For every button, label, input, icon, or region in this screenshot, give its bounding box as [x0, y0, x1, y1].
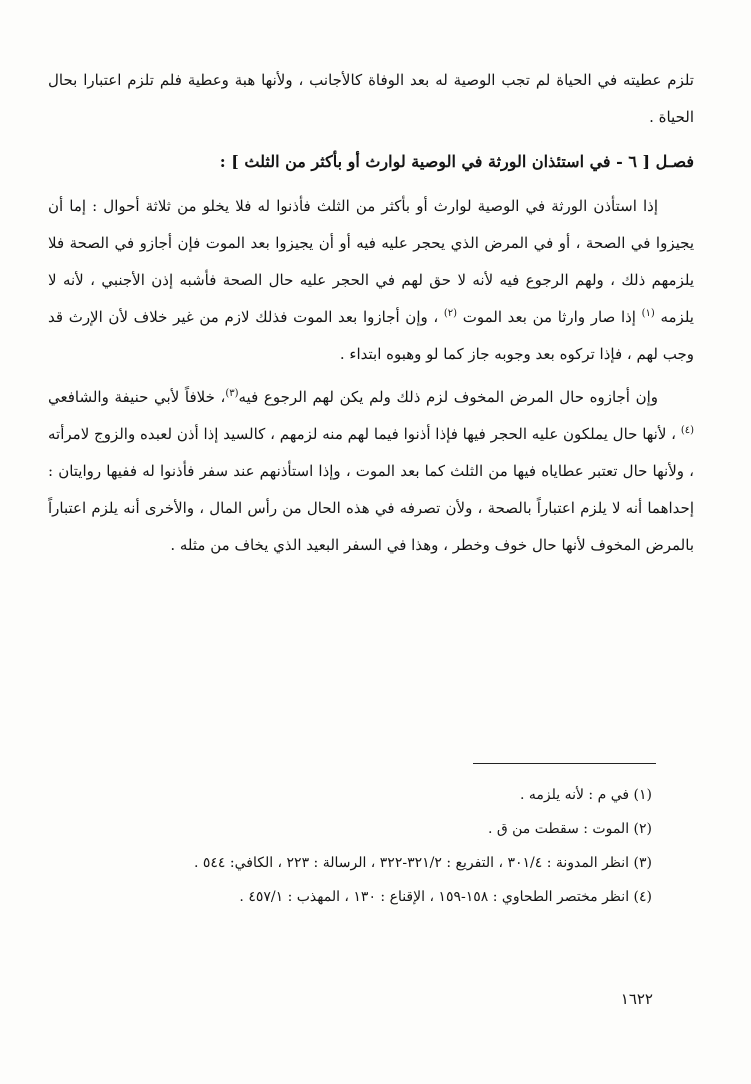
footnote-ref-1[interactable]: (١): [641, 308, 655, 319]
footnote-3: (٣) انظر المدونة : ٣٠١/٤ ، التفريع : ٣٢١/٢-٣٢٢ ، الرسالة : ٢٢٣ ، الكافي: ٥٤٤ .: [193, 855, 652, 871]
paragraph-second-case: [48, 379, 694, 564]
paragraph-text: ، وإن أجازوا بعد الموت فذلك لازم من غير خلاف لأن الإرث قد وجب لهم ، فإذا تركوه بعد وجوبه جاز كما لو وهبوه ابتداء .: [48, 308, 694, 363]
footnote-1: (١) في م : لأنه يلزمه .: [519, 787, 652, 803]
section-label: فصـل: [655, 152, 694, 171]
section-title: [ ٦ - في استئذان الورثة في الوصية لوارث أو بأكثر من الثلث ] :: [219, 152, 651, 171]
footnote-separator: [473, 763, 656, 764]
footnotes: [48, 778, 652, 914]
paragraph-text: إذا استأذن الورثة في الوصية لوارث أو بأكثر من الثلث فأذنوا له فلا يخلو من ثلاثة أحوال : إما أن يجيزوا في الصحة ، أو في المرض الذي يحجر عليه فيه أو أن يجيزوا بعد الموت فإن أجازو في الصحة فلا يلزمهم ذلك ، ولهم الرجوع فيه لأنه لا حق لهم في الحجر عليه حال الصحة فأشبه إذن الأجنبي ، لأنه لا يلزمه: [48, 197, 694, 326]
paragraph-text: ، لأنها حال يملكون عليه الحجر فيها فإذا أذنوا فيما لهم منه لزمهم ، كالسيد إذا أذن لعبده والزوج لامرأته ، ولأنها حال تعتبر عطاياه فيها من الثلث كما بعد الموت ، وإذا استأذنهم عند سفر فأذنوا له ففيها روايتان : إحداهما أنه لا يلزم اعتباراً بالصحة ، ولأن تصرفه في هذه الحال من رأس المال ، والأخرى أنه يلزم اعتباراً بالمرض المخوف لأنها حال خوف وخطر ، وهذا في السفر البعيد الذي يخاف من مثله .: [48, 425, 694, 554]
footnote-2: (٢) الموت : سقطت من ق .: [487, 821, 652, 837]
paragraph-first-case: [48, 188, 694, 373]
footnote-ref-3[interactable]: (٣): [225, 388, 239, 399]
paragraph-text: ، خلافاً لأبي حنيفة والشافعي: [48, 388, 226, 406]
paragraph-text: وإن أجازوه حال المرض المخوف لزم ذلك ولم يكن لهم الرجوع فيه: [238, 388, 658, 406]
page-number: ١٦٢٢: [620, 990, 653, 1008]
footnote-4: (٤) انظر مختصر الطحاوي : ١٥٨-١٥٩ ، الإقناع : ١٣٠ ، المهذب : ٤٥٧/١ .: [239, 889, 652, 905]
intro-paragraph: تلزم عطيته في الحياة لم تجب الوصية له بعد الوفاة كالأجانب ، ولأنها هبة وعطية فلم تلزم اعتبارا بحال الحياة .: [48, 71, 694, 126]
footnote-ref-2[interactable]: (٢): [443, 308, 458, 319]
main-text: [48, 62, 694, 564]
footnote-ref-4[interactable]: (٤): [680, 425, 694, 436]
section-heading: [48, 144, 694, 180]
paragraph-text: إذا صار وارثا من بعد الموت: [462, 308, 636, 326]
